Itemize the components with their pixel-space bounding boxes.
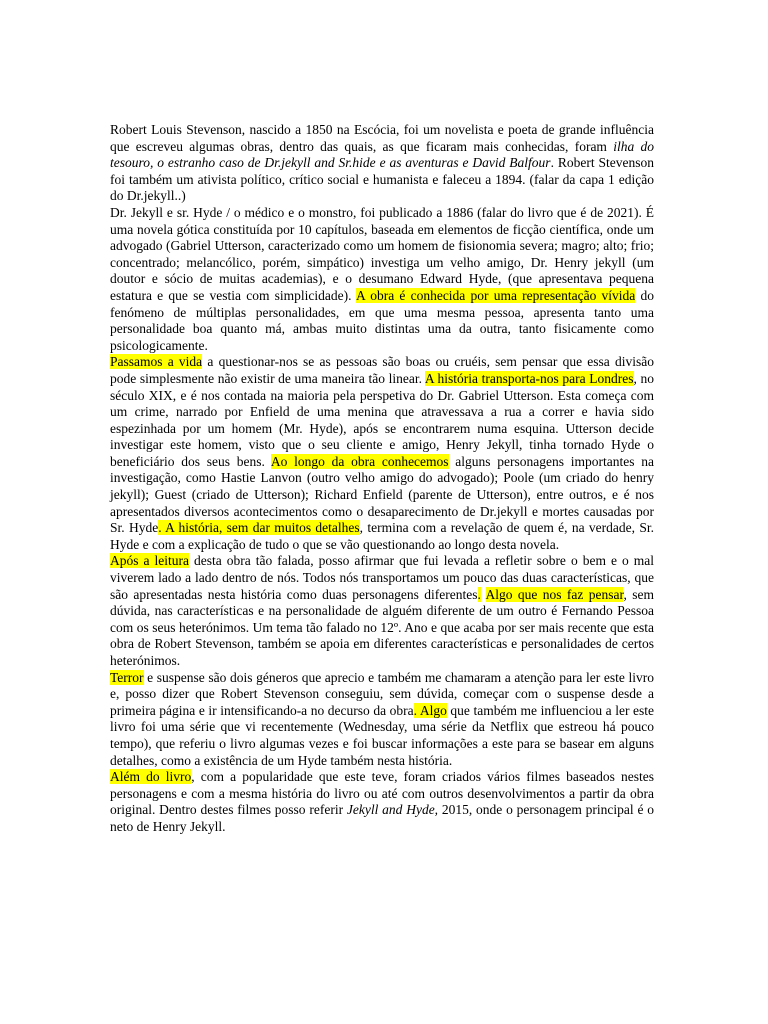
body-text [481,587,486,602]
body-text: que também me influenciou a ler este livro foi uma série que vi recentemente (Wednesday, uma série da Netflix que estreou há pouco tempo), que referiu o livro algumas vezes e foi buscar informações a este para se basear em alguns detalhes, como a existência de um Hyde também nesta história. [110,702,654,768]
highlighted-text: Terror [110,669,144,685]
highlighted-text: A obra é conhecida por uma representação vívida [355,287,636,303]
body-text: do fenómeno de múltiplas personalidades, em que uma mesma pessoa, apresenta tanto uma personalidade boa quanto má, ambas muito distintas uma da outra, tanto fisicamente como psicologicamente. [110,287,655,353]
highlighted-text: A história transporta-nos para Londres [424,370,634,386]
highlighted-text: Algo que nos faz pensar [485,586,624,602]
italic-text: ilha do tesouro, o estranho caso de Dr.jekyll and Sr.hide e as aventuras e David Balfour [110,138,654,171]
paragraph [110,354,654,553]
body-text: . Robert Stevenson foi também um ativista político, crítico social e humanista e faleceu a 1894. (falar da capa 1 edição do Dr.jekyll..) [110,155,654,204]
paragraph [110,205,654,354]
body-text: Robert Louis Stevenson, nascido a 1850 na Escócia, foi um novelista e poeta de grande influência que escreveu algumas obras, dentro das quais, as que ficaram mais conhecidas, foram [110,122,654,154]
body-text: Dr. Jekyll e sr. Hyde / o médico e o monstro, foi publicado a 1886 (falar do livro que é de 2021). É uma novela gótica constituída por 10 capítulos, baseada em elementos de ficção científica, onde um advogado (Gabriel Utterson, caracterizado como um homem de fisionomia severa; magro; alto; frio; concentrado; melancólico, porém, simpático) investiga um velho amigo, Dr. Henry jekyll (um doutor e sócio de muitas academias), e o desumano Edward Hyde, (que apresentava pequena estatura e que se vestia com simplicidade). [110,204,654,303]
body-text: , termina com a revelação de quem é, na verdade, Sr. Hyde e com a explicação de tudo o que se vão questionando ao longo desta novela. [110,520,654,552]
body-text: e suspense são dois géneros que aprecio e também me chamaram a atenção para ler este livro e, posso dizer que Robert Stevenson conseguiu, sem dúvida, começar com o suspense desde a primeira página e ir intensificando-a no decurso da obra [110,669,654,718]
body-text: desta obra tão falada, posso afirmar que fui levada a refletir sobre o bem e o mal viverem lado a lado dentro de nós. Todos nós transportamos um pouco das duas características, que são apresentadas nesta história como duas personagens diferentes [110,553,654,602]
body-text: , no século XIX, e é nos contada na maioria pela perspetiva do Dr. Gabriel Utterson. Esta começa com um crime, narrado por Enfield de uma menina que atravessava a rua a correr e havia sido espezinhada por um homem (Mr. Hyde), após se encontrarem numa esquina. Utterson decide investigar este homem, visto que o seu cliente e amigo, Henry Jekyll, tinha tornado Hyde o beneficiário dos seus bens. [110,370,655,469]
highlighted-text: Passamos a vida [110,354,203,370]
body-text: , com a popularidade que este teve, foram criados vários filmes baseados nestes personagens e com a mesma história do livro ou até com outros desenvolvimentos a partir da obra original. Dentro destes filmes posso referir [110,769,654,818]
highlighted-text: Ao longo da obra conhecemos [270,453,449,469]
highlighted-text: Após a leitura [110,553,190,569]
body-text: , sem dúvida, nas características e na personalidade de alguém diferente de um outro é Fernando Pessoa com os seus heterónimos. Um tema tão falado no 12º. Ano e que acaba por ser mais recente que esta obra de Robert Stevenson, também se apoia em diferentes características e personalidades de certos heterónimos. [110,586,654,668]
body-text: a questionar-nos se as pessoas são boas ou cruéis, sem pensar que essa divisão pode simplesmente não existir de uma maneira tão linear. [110,354,654,386]
paragraph [110,553,654,669]
highlighted-text: Além do livro [110,769,192,785]
highlighted-text: . A história, sem dar muitos detalhes [158,520,360,536]
paragraph [110,670,654,770]
body-text: alguns personagens importantes na investigação, como Hastie Lanvon (outro velho amigo do advogado); Poole (um criado do henry jekyll); Guest (criado de Utterson); Richard Enfield (parente de Utterson), entre outros, e é nos apresentados diversos acontecimentos como o desaparecimento de Dr.jekyll e mortes causadas por Sr. Hyde [110,453,654,536]
body-text: 2015, onde o personagem principal é o neto de Henry Jekyll. [110,802,654,834]
paragraph [110,122,654,205]
paragraph [110,769,654,835]
document-body [110,122,654,836]
highlighted-text: . [477,586,481,602]
italic-text: Jekyll and Hyde, [346,802,439,818]
highlighted-text: . Algo [413,702,447,718]
